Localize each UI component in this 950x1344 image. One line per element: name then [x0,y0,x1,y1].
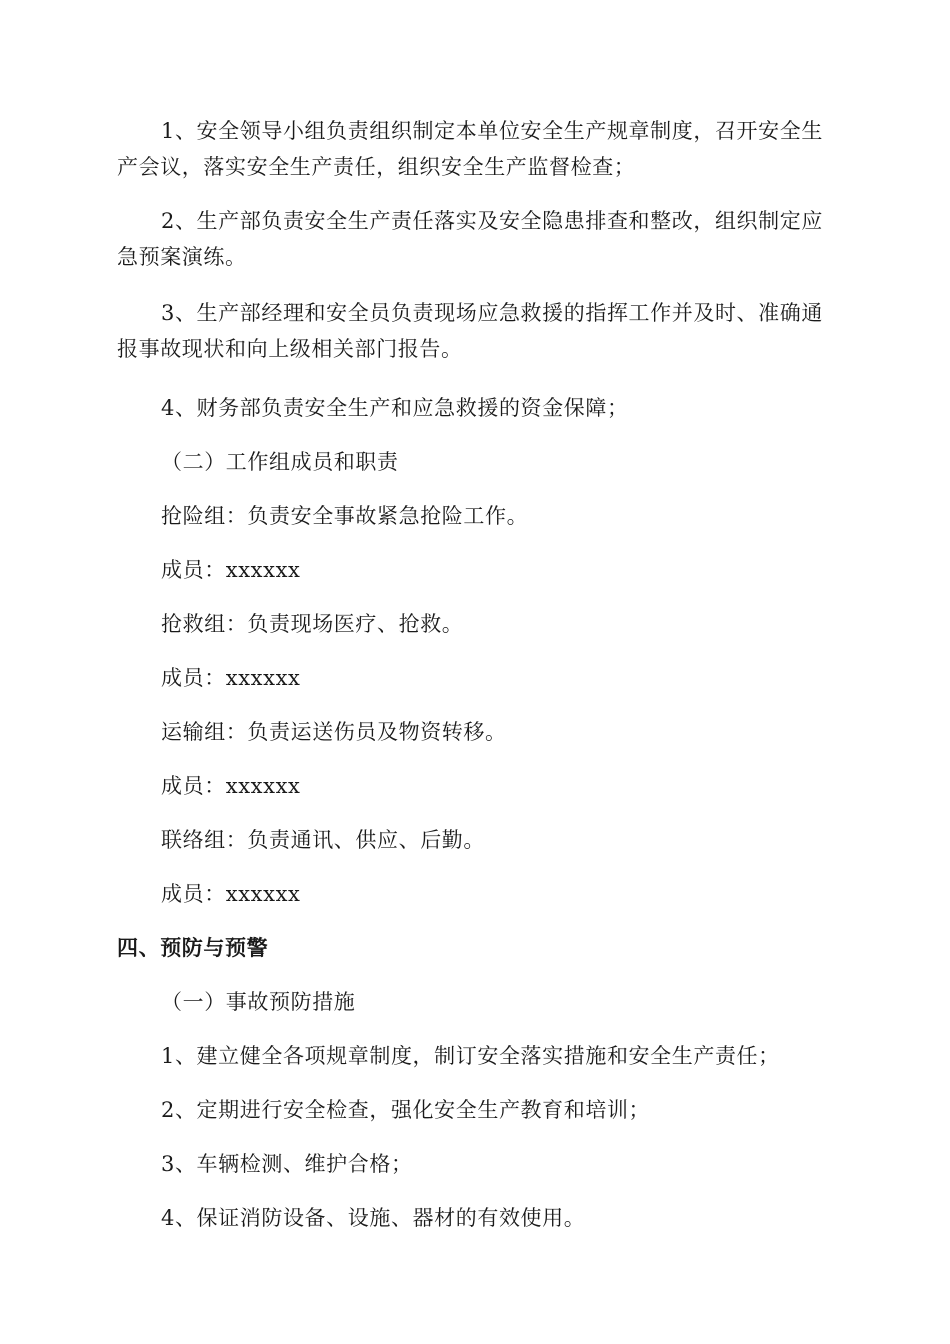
transport-team-duty: 运输组：负责运送伤员及物资转移。 [161,720,507,744]
transport-team-members: 成员：xxxxxx [161,774,301,798]
liaison-team-members: 成员：xxxxxx [161,882,301,906]
prevention-item-3: 3、车辆检测、维护合格； [161,1152,413,1176]
prevention-item-1: 1、建立健全各项规章制度，制订安全落实措施和安全生产责任； [161,1044,780,1068]
prevention-item-2: 2、定期进行安全检查，强化安全生产教育和培训； [161,1098,651,1122]
rescue-team-duty: 抢险组：负责安全事故紧急抢险工作。 [161,504,529,528]
medical-team-duty: 抢救组：负责现场医疗、抢救。 [161,612,464,636]
duty-paragraph-2: 2、生产部负责安全生产责任落实及安全隐患排查和整改，组织制定应急预案演练。 [117,209,823,269]
section-four-subheading: （一）事故预防措施 [161,990,356,1014]
prevention-item-4: 4、保证消防设备、设施、器材的有效使用。 [161,1206,586,1230]
section-four-heading: 四、预防与预警 [117,935,269,960]
medical-team-members: 成员：xxxxxx [161,666,301,690]
work-groups-title: （二）工作组成员和职责 [161,450,399,474]
duty-paragraph-4: 4、财务部负责安全生产和应急救援的资金保障； [161,396,629,420]
liaison-team-duty: 联络组：负责通讯、供应、后勤。 [161,828,485,852]
duty-paragraph-1: 1、安全领导小组负责组织制定本单位安全生产规章制度，召开安全生产会议，落实安全生产责任，组织安全生产监督检查； [117,119,823,179]
rescue-team-members: 成员：xxxxxx [161,558,301,582]
duty-paragraph-3: 3、生产部经理和安全员负责现场应急救援的指挥工作并及时、准确通报事故现状和向上级相关部门报告。 [117,301,823,361]
